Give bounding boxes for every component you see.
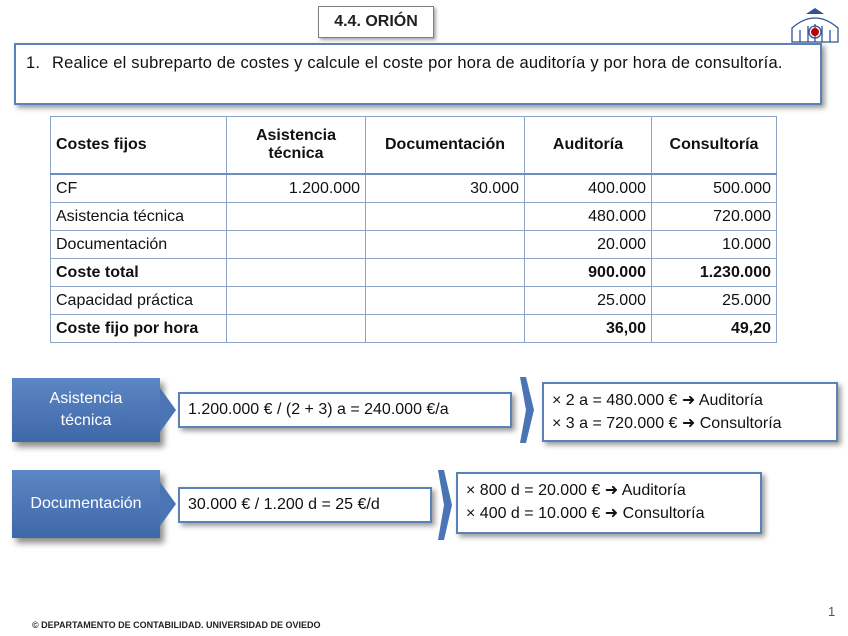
cell-asistencia: 1.200.000 [227,174,366,203]
documentacion-label: Documentación [30,495,142,512]
table-row [51,231,777,259]
table-row [51,315,777,343]
cell-consultoria: 25.000 [652,287,777,315]
university-logo [786,6,844,44]
chevron-right-icon [438,470,452,540]
cell-consultoria: 1.230.000 [652,259,777,287]
documentacion-result-line2: × 400 d = 10.000 € ➜ Consultoría [466,505,705,522]
cell-documentacion [366,287,525,315]
table-row [51,287,777,315]
table-row [51,259,777,287]
header-documentacion: Documentación [366,117,525,175]
cell-asistencia [227,259,366,287]
table-row [51,203,777,231]
documentacion-label-box [12,470,160,538]
cell-auditoria: 900.000 [525,259,652,287]
cell-auditoria: 36,00 [525,315,652,343]
documentacion-formula-box [178,487,432,523]
footer-copyright: © DEPARTAMENTO DE CONTABILIDAD. UNIVERSIDAD DE OVIEDO [32,620,321,630]
asistencia-formula-box [178,392,512,428]
cell-consultoria: 49,20 [652,315,777,343]
cell-documentacion [366,203,525,231]
cell-consultoria: 10.000 [652,231,777,259]
asistencia-label-line1: Asistencia [49,390,123,407]
documentacion-result-box [456,472,762,534]
cell-documentacion [366,315,525,343]
asistencia-label-box [12,378,160,442]
cell-asistencia [227,203,366,231]
documentacion-formula: 30.000 € / 1.200 d = 25 €/d [188,496,380,513]
question-number: 1. [26,54,41,72]
asistencia-label-line2: técnica [60,412,112,429]
slide-title: 4.4. ORIÓN [318,6,434,38]
question-box [14,43,822,105]
table-header-row [51,117,777,175]
asistencia-arrow-icon [160,388,176,432]
cell-auditoria: 20.000 [525,231,652,259]
asistencia-result-box [542,382,838,442]
documentacion-result-line1: × 800 d = 20.000 € ➜ Auditoría [466,482,686,499]
page-number: 1 [828,604,836,619]
cell-asistencia [227,315,366,343]
row-label: Coste fijo por hora [51,315,227,343]
row-label: Capacidad práctica [51,287,227,315]
row-label: Coste total [51,259,227,287]
header-consultoria: Consultoría [652,117,777,175]
cell-auditoria: 480.000 [525,203,652,231]
header-asistencia: Asistencia técnica [227,117,366,175]
cell-consultoria: 500.000 [652,174,777,203]
cost-table [50,116,777,343]
asistencia-formula: 1.200.000 € / (2 + 3) a = 240.000 €/a [188,401,449,418]
asistencia-result-line1: × 2 a = 480.000 € ➜ Auditoría [552,392,763,409]
header-costes-fijos: Costes fijos [51,117,227,175]
question-text: Realice el subreparto de costes y calcule el coste por hora de auditoría y por hora de consultoría. [52,54,783,72]
documentacion-arrow-icon [160,482,176,526]
cell-documentacion: 30.000 [366,174,525,203]
cell-documentacion [366,259,525,287]
cell-asistencia [227,287,366,315]
table-row [51,174,777,203]
row-label: Asistencia técnica [51,203,227,231]
cell-auditoria: 25.000 [525,287,652,315]
cell-documentacion [366,231,525,259]
row-label: Documentación [51,231,227,259]
cell-consultoria: 720.000 [652,203,777,231]
header-auditoria: Auditoría [525,117,652,175]
cell-auditoria: 400.000 [525,174,652,203]
chevron-right-icon [520,377,534,443]
asistencia-result-line2: × 3 a = 720.000 € ➜ Consultoría [552,415,782,432]
row-label: CF [51,174,227,203]
cell-asistencia [227,231,366,259]
